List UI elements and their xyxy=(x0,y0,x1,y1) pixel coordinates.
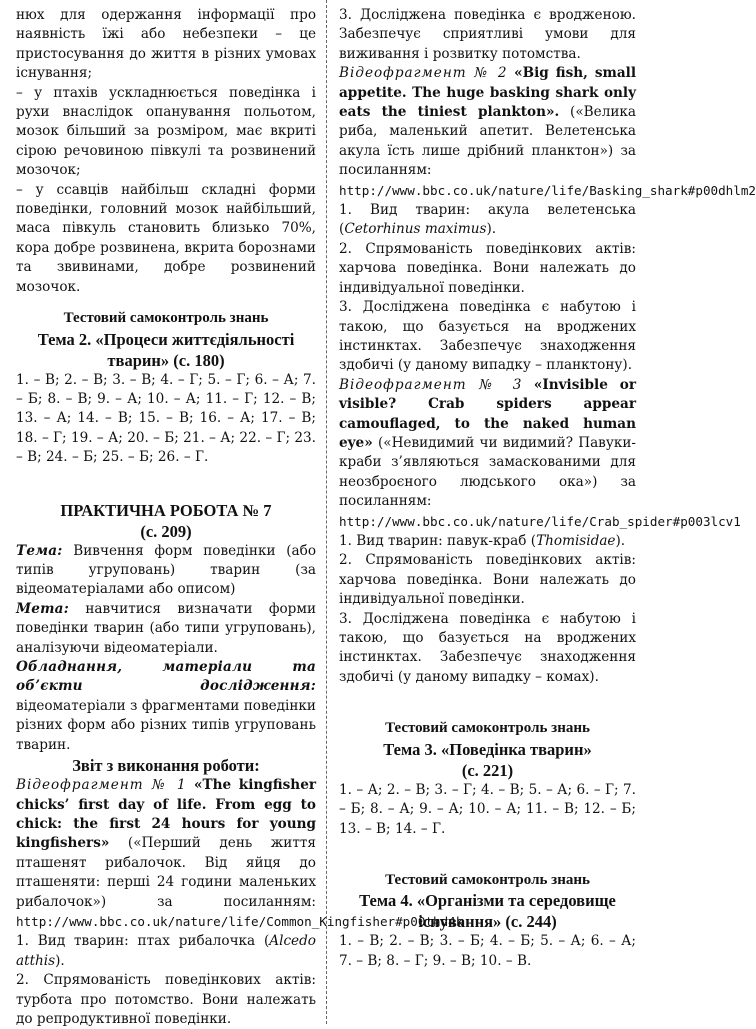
topic-label: Тема: xyxy=(16,542,63,559)
equipment-label: Обладнання, матеріали та об’єкти дослідження: xyxy=(16,659,316,695)
species-latin: Alcedo atthis xyxy=(16,933,316,969)
right-column xyxy=(339,6,756,971)
test-3-page: (с. 221) xyxy=(461,760,514,780)
practical-equipment xyxy=(16,658,316,755)
report-heading: Звіт з виконання роботи: xyxy=(72,756,260,776)
test-2-topic: Тема 2. «Процеси життєдіяльності тварин» (с. 180) xyxy=(37,329,295,370)
video-fragment-2-label: Відеофрагмент № 2 xyxy=(339,65,508,82)
video-fragment-1-item-3: 3. Досліджена поведінка є вродженою. Забезпечує сприятливі умови для виживання і розвитку потомства. xyxy=(339,7,636,62)
video-fragment-1 xyxy=(16,776,464,932)
test-3-answers: 1. – А; 2. – В; 3. – Г; 4. – В; 5. – А; 6. – Г; 7. – Б; 8. – А; 9. – А; 10. – А; 11. – В; 12. – Б; 13. – В; 14. – Г. xyxy=(339,781,636,837)
test-4-topic: Тема 4. «Організми та середовище існування» (с. 244) xyxy=(359,891,616,932)
video-fragment-2-item-2: 2. Спрямованість поведінкових актів: харчова поведінка. Вони належать до індивідуальної поведінки. xyxy=(339,240,636,296)
video-fragment-3 xyxy=(339,376,741,532)
intro-paragraph: нюх для одержання інформації про наявність їжі або небезпеки – це пристосування до життя в різних умовах існування; xyxy=(16,7,316,82)
species-label: 1. Вид тварин: птах рибалочка xyxy=(16,933,256,950)
species-latin: Cetorhinus maximus xyxy=(344,221,487,238)
test-3-topic: Тема 3. «Поведінка тварин» xyxy=(383,739,592,759)
video-fragment-3-title-uk: («Невидимий чи видимий? Павуки-краби з’являються замаскованими для неозброєного людського ока») за посиланням: xyxy=(339,434,636,510)
practical-goal xyxy=(16,600,316,658)
video-fragment-2-item-3: 3. Досліджена поведінка є набутою і такою, що базується на вроджених інстинктах. Забезпечує знаходження здобичі (у даному випадку – планктону). xyxy=(339,299,636,374)
topic-text: Вивчення форм поведінки (або типів угруповань) тварин (за відеоматеріалами або описом) xyxy=(16,542,317,598)
practical-work-title: ПРАКТИЧНА РОБОТА № 7 xyxy=(60,500,272,520)
test-4-heading: Тестовий самоконтроль знань xyxy=(385,871,590,888)
practical-topic xyxy=(16,542,316,600)
equipment-text: відеоматеріали з фрагментами поведінки різних форм або різних типів угруповань тварин. xyxy=(16,697,316,753)
column-divider xyxy=(326,0,327,1024)
video-fragment-2-title-uk: («Велика риба, маленький апетит. Велетенська акула їсть лише дрібний планктон») за посиланням: xyxy=(339,104,636,179)
video-fragment-3-title-en: «Invisible or visible? Crab spiders appear camouflaged, to the naked human eye» xyxy=(339,376,636,451)
goal-label: Мета: xyxy=(16,600,69,617)
video-fragment-3-item-2: 2. Спрямованість поведінкових актів: харчова поведінка. Вони належать до індивідуальної поведінки. xyxy=(339,552,636,608)
goal-text: навчитися визначати форми поведінки тварин (або типи угруповань), аналізуючи відеоматеріали. xyxy=(16,600,317,656)
video-fragment-1-title-en: «The kingfisher chicks’ first day of life. From egg to chick: the first 24 hours for young kingfishers» xyxy=(16,777,317,852)
video-fragment-2-title-en: «Big fish, small appetite. The huge basking shark only eats the tiniest plankton». xyxy=(339,65,636,121)
intro-paragraph: – у ссавців найбільш складні форми поведінки, головний мозок найбільший, маса півкуль становить близько 70%, кора добре розвинена, вкрита борознами та звивинами, добре розвинений мозочок. xyxy=(16,181,316,295)
video-fragment-1-title-uk: («Перший день життя пташенят рибалочок. Від яйця до пташеняти: перші 24 години маленьких рибалочок») за посиланням: xyxy=(16,835,316,910)
video-fragment-2-item-1: 1. Вид тварин: акула велетенська (Cetorhinus maximus). xyxy=(339,202,636,238)
test-3-heading: Тестовий самоконтроль знань xyxy=(385,720,590,737)
test-2-answers: 1. – В; 2. – В; 3. – В; 4. – Г; 5. – Г; 6. – А; 7. – Б; 8. – В; 9. – А; 10. – А; 11. – Г; 12. – В; 13. – А; 14. – В; 15. – В; 16. – А; 17. – В; 18. – Г; 19. – А; 20. – Б; 21. – А; 22. – Г; 23. – В; 24. – Б; 25. – Б; 26. – Г. xyxy=(16,371,316,466)
test-2-heading: Тестовий самоконтроль знань xyxy=(63,310,269,327)
video-fragment-1-item-1: 1. Вид тварин: птах рибалочка (Alcedo atthis). xyxy=(16,933,316,969)
practical-work-page: (с. 209) xyxy=(140,521,192,541)
video-fragment-1-label: Відеофрагмент № 1 xyxy=(16,777,187,794)
video-fragment-1-item-2: 2. Спрямованість поведінкових актів: турбота про потомство. Вони належать до репродуктивної поведінки. xyxy=(16,972,316,1027)
video-fragment-3-item-1: 1. Вид тварин: павук-краб (Thomisidae). xyxy=(339,532,626,549)
species-latin: Thomisidae xyxy=(536,532,616,549)
video-fragment-3-item-3: 3. Досліджена поведінка є набутою і такою, що базується на вроджених інстинктах. Забезпечує знаходження здобичі (у даному випадку – комах). xyxy=(339,610,636,685)
video-fragment-2-link[interactable]: http://www.bbc.co.uk/nature/life/Basking_shark#p00dhlm2 xyxy=(339,182,756,198)
test-4-answers: 1. – В; 2. – В; 3. – Б; 4. – Б; 5. – А; 6. – А; 7. – В; 8. – Г; 9. – В; 10. – В. xyxy=(339,933,636,969)
video-fragment-1-link[interactable]: http://www.bbc.co.uk/nature/life/Common_Kingfisher#p00thd4k xyxy=(16,913,464,929)
intro-paragraph: – у птахів ускладнюється поведінка і рухи внаслідок опанування польотом, мозок більший за розміром, має вкриті сірою речовиною півкулі та розвинений мозочок; xyxy=(16,84,316,179)
video-fragment-3-label: Відеофрагмент № 3 xyxy=(339,376,523,393)
video-fragment-3-link[interactable]: http://www.bbc.co.uk/nature/life/Crab_spider#p003lcv1 xyxy=(339,513,741,529)
video-fragment-2 xyxy=(339,64,756,201)
species-label: 1. Вид тварин: акула велетенська xyxy=(339,202,636,219)
species-label: 1. Вид тварин: павук-краб xyxy=(339,532,527,549)
